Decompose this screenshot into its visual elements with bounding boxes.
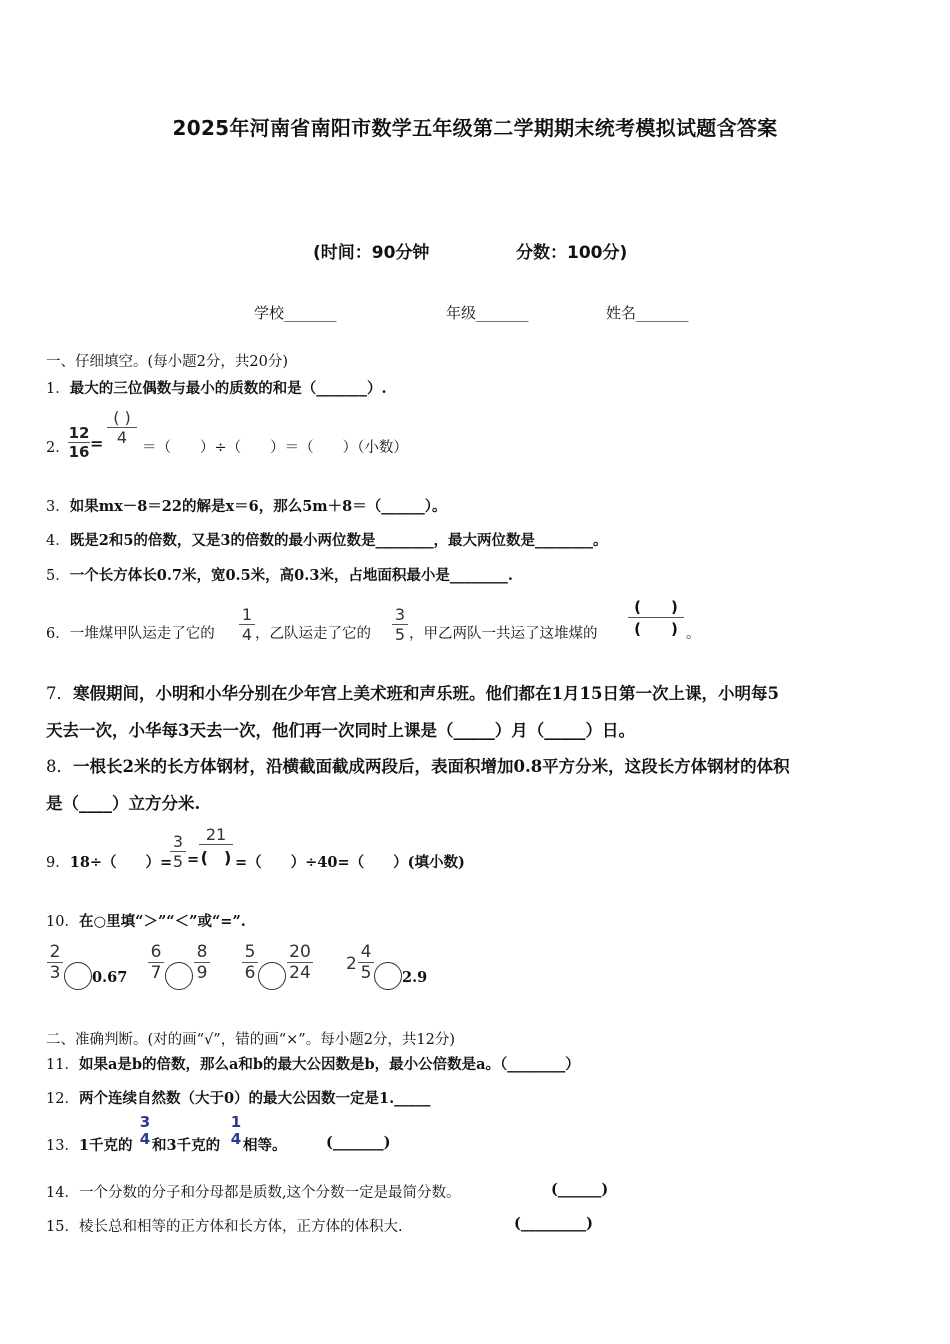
equals-sign: = — [187, 851, 200, 868]
fraction-1-4: $\frac{1}{4}$ — [239, 605, 255, 644]
compare-circle[interactable] — [64, 962, 92, 990]
fraction-8-9: $\frac{8}{9}$ — [194, 942, 210, 983]
fraction-blank-over-4: ( ) 4 — [107, 408, 137, 447]
question-8-line1: 8．一根长2米的长方体钢材，沿横截面截成两段后，表面积增加0.8平方分米，这段长方体钢材的体积 — [46, 757, 790, 776]
question-3: 3．如果mx－8＝22的解是x＝6，那么5m＋8＝（______）。 — [46, 498, 447, 515]
question-4: 4．既是2和5的倍数，又是3的倍数的最小两位数是________，最大两位数是________。 — [46, 532, 608, 549]
question-9-text1: 9．18÷（ ）= — [46, 854, 173, 871]
question-2-rest: ＝（ ）÷（ ）＝（ ）（小数） — [142, 440, 408, 456]
fraction-5-6: $\frac{5}{6}$ — [242, 942, 258, 983]
question-13-text3: 相等。 — [243, 1137, 287, 1154]
section-2-heading: 二、准确判断。(对的画“√”，错的画“×”。每小题2分，共12分) — [46, 1032, 456, 1048]
question-10: 10．在○里填“＞”“＜”或“=”. — [46, 913, 246, 930]
question-number: 1． — [46, 381, 70, 397]
equals-sign: = — [90, 434, 104, 453]
question-7-line1: 7．寒假期间，小明和小华分别在少年宫上美术班和声乐班。他们都在1月15日第一次上课，小明每5 — [46, 684, 779, 703]
fraction-3-4: 3 4 — [139, 1113, 151, 1148]
fraction-12-16: $\frac{12}{16}$ — [68, 424, 90, 461]
question-7-line2: 天去一次，小华每3天去一次，他们再一次同时上课是（_____）月（_____）日。 — [46, 721, 635, 740]
question-6-text2: ，乙队运走了它的 — [255, 626, 371, 642]
question-11: 11．如果a是b的倍数，那么a和b的最大公因数是b，最小公倍数是a。（________） — [46, 1056, 580, 1073]
question-14: 14．一个分数的分子和分母都是质数,这个分数一定是最简分数。 — [46, 1185, 461, 1201]
question-1 — [46, 377, 387, 398]
question-9-text2: =（ ）÷40=（ ）(填小数) — [235, 854, 465, 871]
question-6-text1: 6．一堆煤甲队运走了它的 — [46, 626, 215, 642]
fraction-21-blank: 21 ( ) — [200, 825, 232, 867]
answer-blank[interactable]: (______) — [551, 1181, 609, 1198]
name-field[interactable]: 姓名_______ — [606, 304, 689, 322]
fraction-6-7: $\frac{6}{7}$ — [148, 942, 164, 983]
compare-circle[interactable] — [258, 962, 286, 990]
question-6-text3: ，甲乙两队一共运了这堆煤的 — [409, 626, 598, 642]
time-limit: (时间：90分钟 — [313, 243, 430, 263]
question-2-number: 2． — [46, 440, 70, 456]
answer-blank[interactable]: (_________) — [514, 1215, 593, 1232]
fraction-3-5: $\frac{3}{5}$ — [170, 832, 186, 871]
compare-circle[interactable] — [374, 962, 402, 990]
fraction-20-24: $\frac{20}{24}$ — [287, 942, 313, 983]
answer-blank[interactable]: ( ) — [199, 844, 233, 868]
fraction-3-5: $\frac{3}{5}$ — [392, 605, 408, 644]
fraction-blank-answer[interactable]: ( ) ( ) — [628, 596, 684, 639]
fraction-4-5: $\frac{4}{5}$ — [358, 942, 374, 983]
total-score: 分数：100分) — [516, 243, 628, 263]
question-5: 5．一个长方体长0.7米，宽0.5米，高0.3米，占地面积最小是________. — [46, 567, 513, 584]
answer-blank[interactable]: (_______) — [326, 1134, 391, 1151]
question-13-text2: 和3千克的 — [152, 1137, 221, 1154]
school-field[interactable]: 学校_______ — [254, 304, 337, 322]
question-12: 12．两个连续自然数（大于0）的最大公因数一定是1._____ — [46, 1090, 431, 1107]
value-0.67: 0.67 — [92, 969, 128, 986]
answer-blank[interactable]: ( ) — [113, 408, 131, 427]
page-title: 2025年河南省南阳市数学五年级第二学期期末统考模拟试题含答案 — [172, 116, 778, 140]
value-2.9: 2.9 — [402, 969, 428, 986]
question-13-text1: 13．1千克的 — [46, 1137, 133, 1154]
question-8-line2: 是（____）立方分米. — [46, 794, 201, 813]
question-15: 15．棱长总和相等的正方体和长方体，正方体的体积大. — [46, 1219, 403, 1235]
mixed-number-whole: 2 — [346, 954, 357, 974]
grade-field[interactable]: 年级_______ — [446, 304, 529, 322]
fraction-2-3: $\frac{2}{3}$ — [47, 942, 63, 983]
question-text: 最大的三位偶数与最小的质数的和是（_______）. — [69, 380, 387, 397]
question-6-end: 。 — [686, 626, 701, 642]
section-1-heading: 一、仔细填空。(每小题2分，共20分) — [46, 354, 288, 370]
compare-circle[interactable] — [165, 962, 193, 990]
fraction-1-4: 1 4 — [230, 1113, 242, 1148]
